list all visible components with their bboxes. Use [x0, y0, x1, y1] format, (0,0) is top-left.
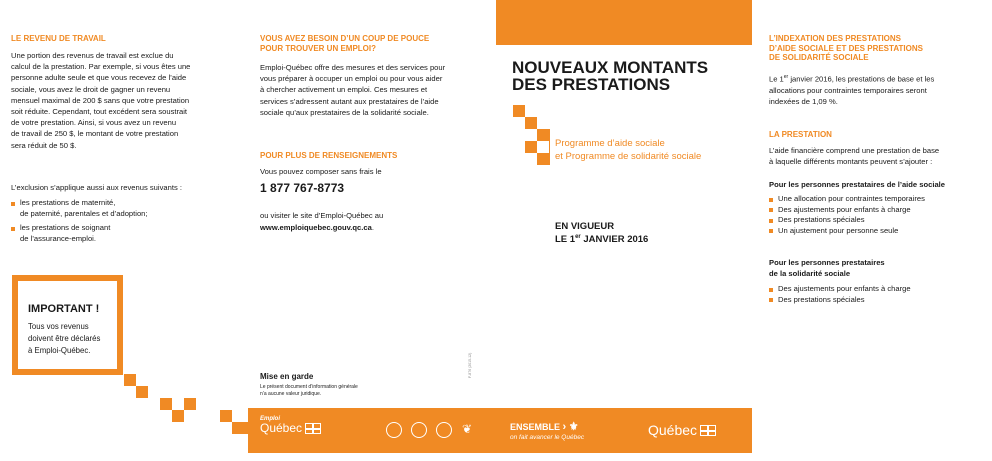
heading-benefit: LA PRESTATION: [769, 130, 832, 139]
decorative-square: [220, 410, 232, 422]
benefit-paragraph: L’aide financière comprend une prestation de base à laquelle différents montants peuvent s’ajouter :: [769, 146, 940, 167]
decorative-square: [232, 422, 248, 434]
exclusion-intro: L’exclusion s’applique aussi aux revenus suivants :: [11, 183, 182, 192]
important-box: [12, 275, 123, 375]
text-line: de votre prestation. Ainsi, si vous avez un revenu: [11, 118, 177, 128]
text-line: sera réduit de 50 $.: [11, 140, 77, 150]
heading-job-help: VOUS AVEZ BESOIN D’UN COUP DE POUCE POUR TROUVER UN EMPLOI?: [260, 34, 430, 53]
ensemble-logo: ENSEMBLE › ⚜ on fait avancer le Québec: [510, 421, 585, 441]
leaf-icon: ❦: [462, 422, 473, 436]
cover-title: NOUVEAUX MONTANTS DES PRESTATIONS: [512, 58, 709, 94]
work-income-paragraph: [11, 50, 241, 151]
quebec-logo: Québec: [648, 422, 716, 440]
quebec-flag-icon: [700, 425, 716, 436]
list-item: Un ajustement pour personne seule: [769, 226, 987, 237]
cover-divider: [549, 129, 550, 165]
decorative-square: [160, 398, 172, 410]
heading-indexation: L’INDEXATION DES PRESTATIONS D’AIDE SOCIALE ET DES PRESTATIONS DE SOLIDARITÉ SOCIALE: [769, 34, 923, 62]
text-line: mensuel maximal de 200 $ sans que votre prestation: [11, 95, 190, 105]
certification-badge-icon: [386, 422, 402, 438]
recycling-badge-icon: [436, 422, 452, 438]
cover-square: [513, 105, 525, 117]
footer-bar-left: [248, 408, 496, 453]
decorative-square: [136, 386, 148, 398]
cover-top-band: [496, 0, 752, 45]
decorative-square: [172, 410, 184, 422]
exclusion-list: [11, 198, 241, 244]
text-line: calcul de la prestation. Par exemple, si vous êtes une: [11, 62, 191, 72]
quebec-flag-icon: [305, 423, 321, 434]
panel-work-income: [0, 0, 248, 461]
decorative-square: [124, 374, 136, 386]
website-link[interactable]: www.emploiquebec.gouv.qc.ca: [260, 223, 372, 232]
website-line: [260, 222, 374, 233]
warning-title: Mise en garde: [260, 372, 314, 381]
list-item: les prestations de soignant de l’assurance-emploi.: [11, 223, 241, 244]
text-line: sociale, vous avez le droit de gagner un revenu: [11, 84, 171, 94]
text-line: personne adulte seule et que vous recevez de l’aide: [11, 73, 187, 83]
panel-job-help: [248, 0, 496, 461]
visit-text: ou visiter le site d’Emploi-Québec au: [260, 211, 384, 220]
indexation-paragraph: Le 1er janvier 2016, les prestations de base et les allocations pour contraintes temporaires seront indexées de 1,09 %.: [769, 74, 935, 106]
list-item: Des prestations spéciales: [769, 215, 987, 226]
list-item: Des ajustements pour enfants à charge: [769, 205, 987, 216]
warning-text: Le présent document d’information générale n’a aucune valeur juridique.: [260, 384, 358, 397]
cover-square: [525, 141, 537, 153]
text-line: Une portion des revenus de travail est exclue du: [11, 51, 174, 60]
call-text: Vous pouvez composer sans frais le: [260, 167, 382, 176]
important-title: IMPORTANT !: [28, 303, 100, 315]
list-item: Une allocation pour contraintes temporaires: [769, 194, 987, 205]
footer-bar-right: [496, 408, 752, 453]
chevron-right-icon: ›: [562, 421, 567, 433]
phone-number[interactable]: 1 877 767-8773: [260, 181, 345, 195]
cover-square: [537, 153, 549, 165]
list-item: les prestations de maternité, de paternité, parentales et d’adoption;: [11, 198, 241, 219]
group1-title: Pour les personnes prestataires de l’aide sociale: [769, 180, 945, 189]
group2-title: Pour les personnes prestataires de la solidarité sociale: [769, 258, 885, 278]
panel-indexation: [752, 0, 992, 461]
cover-square: [525, 117, 537, 129]
fleur-de-lis-icon: ⚜: [568, 421, 579, 433]
list-item: Des ajustements pour enfants à charge: [769, 284, 987, 295]
document-code: F-876 (2015-12): [468, 352, 472, 378]
emploi-quebec-logo: Emploi Québec: [260, 416, 321, 435]
important-text: Tous vos revenus doivent être déclarés à Emploi-Québec.: [28, 322, 101, 355]
text-line: de travail de 250 $, le montant de votre prestation: [11, 129, 179, 139]
certification-badge-icon: [411, 422, 427, 438]
website-period: .: [371, 223, 374, 232]
heading-more-info: POUR PLUS DE RENSEIGNEMENTS: [260, 151, 398, 160]
text-line: soit réduite. Cependant, tout excédent sera soustrait: [11, 107, 188, 117]
group2-list: [769, 284, 987, 305]
job-help-paragraph: Emploi-Québec offre des mesures et des services pour vous préparer à occuper un emploi ou pour vous aider à chercher activement un emploi. Ces mesures et services s’adressent autant aux prestataires de l’aide sociale qu’aux prestataires de la solidarité sociale.: [260, 63, 446, 117]
group1-list: [769, 194, 987, 236]
decorative-square: [184, 398, 196, 410]
panel-cover: [496, 0, 752, 461]
effective-date: EN VIGUEUR LE 1er JANVIER 2016: [555, 221, 649, 246]
heading-work-income: LE REVENU DE TRAVAIL: [11, 34, 106, 43]
cover-subtitle: Programme d’aide sociale et Programme de solidarité sociale: [555, 138, 702, 162]
cover-square: [537, 129, 549, 141]
list-item: Des prestations spéciales: [769, 295, 987, 306]
